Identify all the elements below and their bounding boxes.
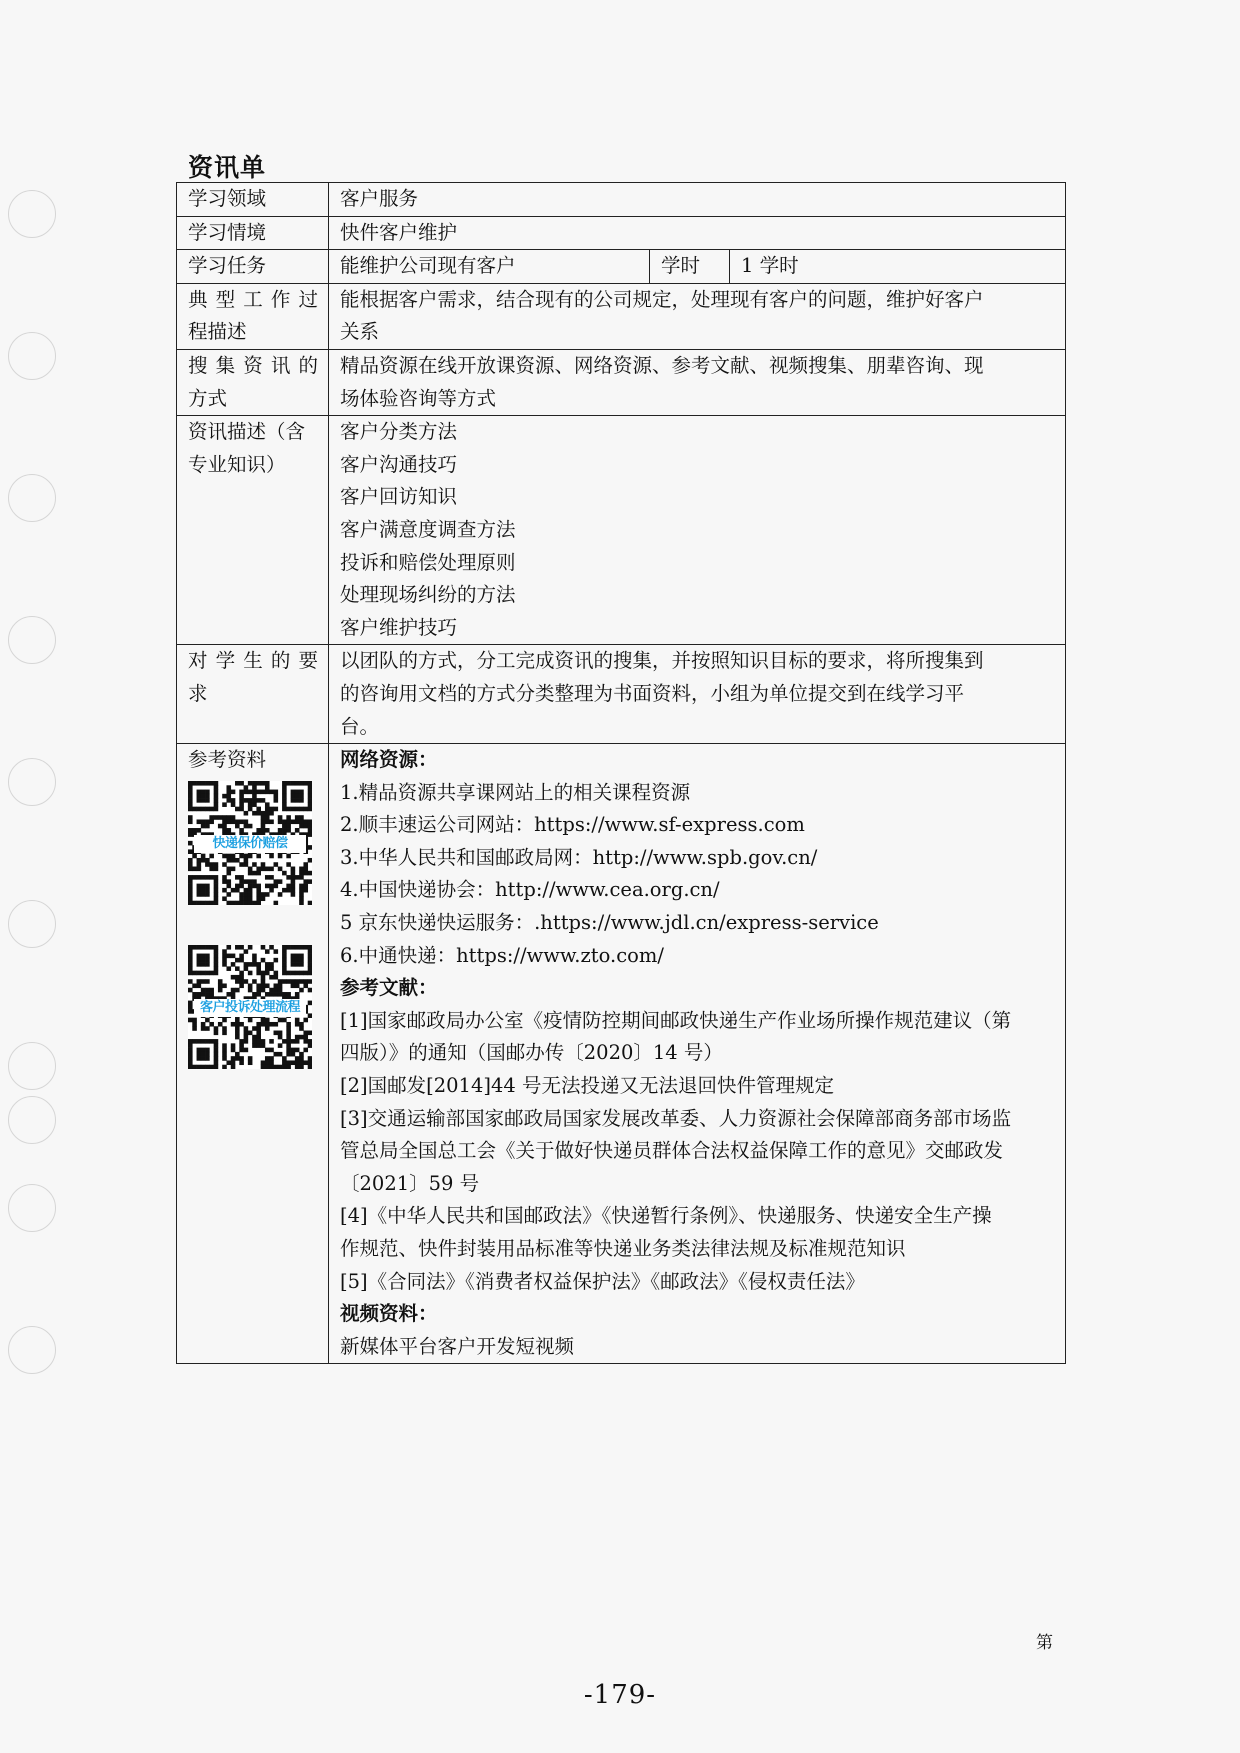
list-item: 客户满意度调查方法 — [340, 517, 516, 541]
footer-mark: 第 — [1036, 1633, 1053, 1653]
list-item: 2.顺丰速运公司网站：https://www.sf-express.com — [340, 813, 805, 837]
binder-hole — [8, 616, 56, 664]
student-requirements-label: 对学生的要 求 — [177, 645, 329, 744]
row-knowledge-description — [177, 416, 1066, 645]
qr-code-icon[interactable] — [188, 945, 312, 1069]
list-item: 客户沟通技巧 — [340, 452, 458, 476]
binder-hole — [8, 900, 56, 948]
references-content — [329, 744, 1066, 1364]
list-item: 投诉和赔偿处理原则 — [340, 550, 516, 574]
list-item: 客户分类方法 — [340, 420, 458, 444]
list-item: 1.精品资源共享课网站上的相关课程资源 — [340, 780, 691, 804]
binder-hole — [8, 1042, 56, 1090]
qr-code-icon[interactable] — [188, 781, 312, 905]
literature-heading: 参考文献： — [340, 976, 438, 1000]
student-requirements-value: 以团队的方式，分工完成资讯的搜集，并按照知识目标的要求，将所搜集到 的咨询用文档的方式分类整理为书面资料，小组为单位提交到在线学习平 台。 — [329, 645, 1066, 744]
binder-hole — [8, 1326, 56, 1374]
binder-hole — [8, 758, 56, 806]
video-resources-heading: 视频资料： — [340, 1302, 438, 1326]
hours-label: 学时 — [650, 250, 730, 284]
qr-code-label: 快递保价赔偿 — [194, 835, 306, 853]
qr-codes — [188, 781, 318, 1069]
row-references — [177, 744, 1066, 1364]
row-process-description — [177, 283, 1066, 349]
list-item: [1]国家邮政局办公室《疫情防控期间邮政快递生产作业场所操作规范建议（第 — [340, 1008, 1012, 1032]
list-item: 新媒体平台客户开发短视频 — [340, 1334, 575, 1358]
row-learning-domain — [177, 183, 1066, 217]
learning-domain-label: 学习领域 — [177, 183, 329, 217]
knowledge-description-label: 资讯描述（含 专业知识） — [177, 416, 329, 645]
row-collection-methods — [177, 349, 1066, 415]
list-item: [5]《合同法》《消费者权益保护法》《邮政法》《侵权责任法》 — [340, 1269, 865, 1293]
document-title: 资讯单 — [188, 153, 267, 182]
binder-hole — [8, 474, 56, 522]
list-item: [2]国邮发[2014]44 号无法投递又无法退回快件管理规定 — [340, 1074, 834, 1098]
list-item: [4]《中华人民共和国邮政法》《快递暂行条例》、快递服务、快递安全生产操 — [340, 1204, 992, 1228]
list-item: 3.中华人民共和国邮政局网：http://www.spb.gov.cn/ — [340, 845, 818, 869]
learning-situation-label: 学习情境 — [177, 216, 329, 250]
learning-task-label: 学习任务 — [177, 250, 329, 284]
knowledge-list — [329, 416, 1066, 645]
collection-methods-label: 搜集资讯的 方式 — [177, 349, 329, 415]
learning-domain-value: 客户服务 — [329, 183, 1066, 217]
list-item: 管总局全国总工会《关于做好快递员群体合法权益保障工作的意见》交邮政发 — [340, 1139, 1004, 1163]
list-item: 客户回访知识 — [340, 485, 458, 509]
info-table — [176, 182, 1066, 1364]
row-learning-situation — [177, 216, 1066, 250]
list-item: 客户维护技巧 — [340, 615, 458, 639]
binder-hole — [8, 332, 56, 380]
list-item: 作规范、快件封装用品标准等快递业务类法律法规及标准规范知识 — [340, 1237, 906, 1260]
list-item: [3]交通运输部国家邮政局国家发展改革委、人力资源社会保障部商务部市场监 — [340, 1106, 1012, 1130]
hours-value: 1 学时 — [730, 250, 1066, 284]
references-label: 参考资料 — [188, 748, 267, 772]
binder-hole — [8, 190, 56, 238]
list-item: 四版）》的通知（国邮办传〔2020〕14 号） — [340, 1041, 723, 1065]
row-learning-task — [177, 250, 1066, 284]
process-description-label: 典型工作过 程描述 — [177, 283, 329, 349]
list-item: 5 京东快递快运服务：.https://www.jdl.cn/express-service — [340, 911, 879, 935]
list-item: 处理现场纠纷的方法 — [340, 583, 516, 607]
row-student-requirements — [177, 645, 1066, 744]
network-resources-heading: 网络资源： — [340, 748, 438, 772]
page-number: -179- — [583, 1680, 657, 1710]
learning-task-value: 能维护公司现有客户 — [329, 250, 650, 284]
list-item: 〔2021〕59 号 — [340, 1171, 480, 1195]
learning-situation-value: 快件客户维护 — [329, 216, 1066, 250]
collection-methods-value: 精品资源在线开放课资源、网络资源、参考文献、视频搜集、朋辈咨询、现 场体验咨询等方式 — [329, 349, 1066, 415]
process-description-value: 能根据客户需求，结合现有的公司规定，处理现有客户的问题，维护好客户 关系 — [329, 283, 1066, 349]
references-label-cell — [177, 744, 329, 1364]
binder-hole — [8, 1184, 56, 1232]
list-item: 6.中通快递：https://www.zto.com/ — [340, 943, 664, 967]
qr-code-label: 客户投诉处理流程 — [194, 999, 306, 1017]
list-item: 4.中国快递协会：http://www.cea.org.cn/ — [340, 878, 720, 902]
binder-hole — [8, 1096, 56, 1144]
